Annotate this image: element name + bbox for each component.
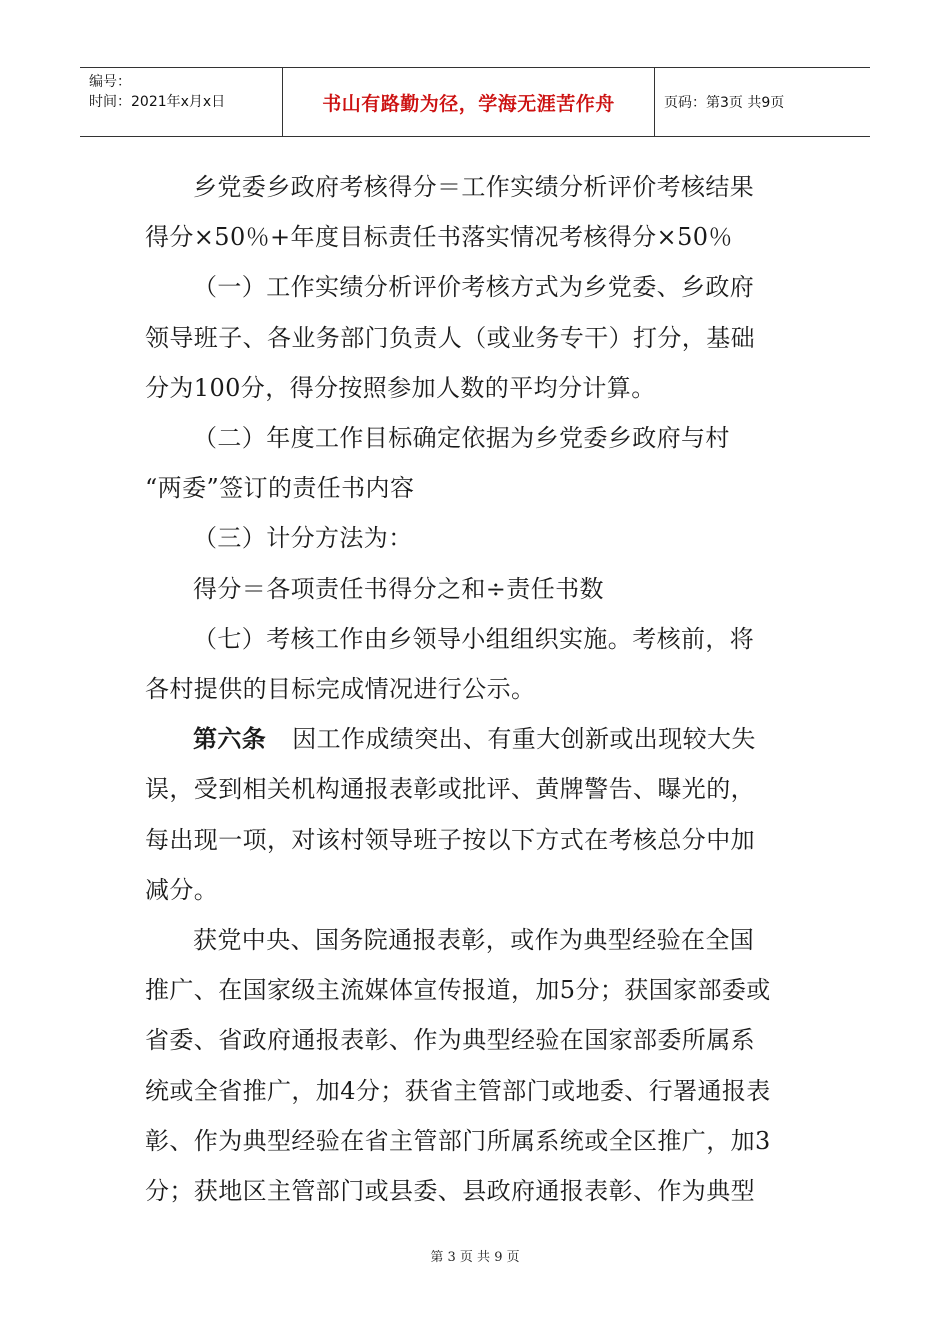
text-line: 各村提供的目标完成情况进行公示。 (145, 675, 536, 704)
text-line: 因工作成绩突出、有重大创新或出现较大失 (292, 725, 756, 754)
text-line: 减分。 (145, 875, 219, 904)
text-line: 推广、在国家级主流媒体宣传报道，加5分；获国家部委或 (145, 976, 771, 1005)
text-line: 乡党委乡政府考核得分＝工作实绩分析评价考核结果 (193, 173, 755, 201)
text-line: “两委”签订的责任书内容 (145, 474, 415, 503)
page-number-label: 页码：第3页 共9页 (664, 95, 785, 111)
serial-number-label: 编号： (89, 74, 131, 90)
date-label: 时间：2021年x月x日 (89, 94, 226, 110)
text-line: 彰、作为典型经验在省主管部门所属系统或全区推广，加3 (145, 1126, 771, 1155)
article-heading: 第六条 (193, 725, 267, 754)
motto-text: 书山有路勤为径，学海无涯苦作舟 (322, 92, 615, 115)
text-line: 获党中央、国务院通报表彰，或作为典型经验在全国 (193, 926, 755, 955)
header-motto-cell (283, 68, 655, 136)
page-header (80, 67, 870, 137)
text-line: （一）工作实绩分析评价考核方式为乡党委、乡政府 (193, 273, 755, 302)
text-line: 得分×50％+年度目标责任书落实情况考核得分×50％ (145, 223, 733, 252)
page-footer (0, 1246, 950, 1265)
text-line: （七）考核工作由乡领导小组组织实施。考核前，将 (193, 624, 755, 653)
text-line: 分；获地区主管部门或县委、县政府通报表彰、作为典型 (145, 1177, 755, 1206)
document-body (145, 162, 810, 1216)
text-line: 统或全省推广，加4分；获省主管部门或地委、行署通报表 (145, 1076, 771, 1105)
header-page-cell (655, 68, 870, 136)
text-line: 得分＝各项责任书得分之和÷责任书数 (193, 574, 604, 603)
footer-page-number: 第 3 页 共 9 页 (430, 1250, 520, 1265)
text-line: 分为100分，得分按照参加人数的平均分计算。 (145, 373, 656, 402)
text-line: （三）计分方法为： (193, 524, 413, 553)
text-line: 省委、省政府通报表彰、作为典型经验在国家部委所属系 (145, 1026, 755, 1055)
text-line: （二）年度工作目标确定依据为乡党委乡政府与村 (193, 424, 730, 453)
text-line: 每出现一项，对该村领导班子按以下方式在考核总分中加 (145, 825, 755, 854)
header-meta-cell (80, 68, 283, 136)
article-six-line (145, 714, 810, 764)
text-line: 误，受到相关机构通报表彰或批评、黄牌警告、曝光的， (145, 775, 755, 804)
text-line: 领导班子、各业务部门负责人（或业务专干）打分，基础 (145, 323, 755, 352)
